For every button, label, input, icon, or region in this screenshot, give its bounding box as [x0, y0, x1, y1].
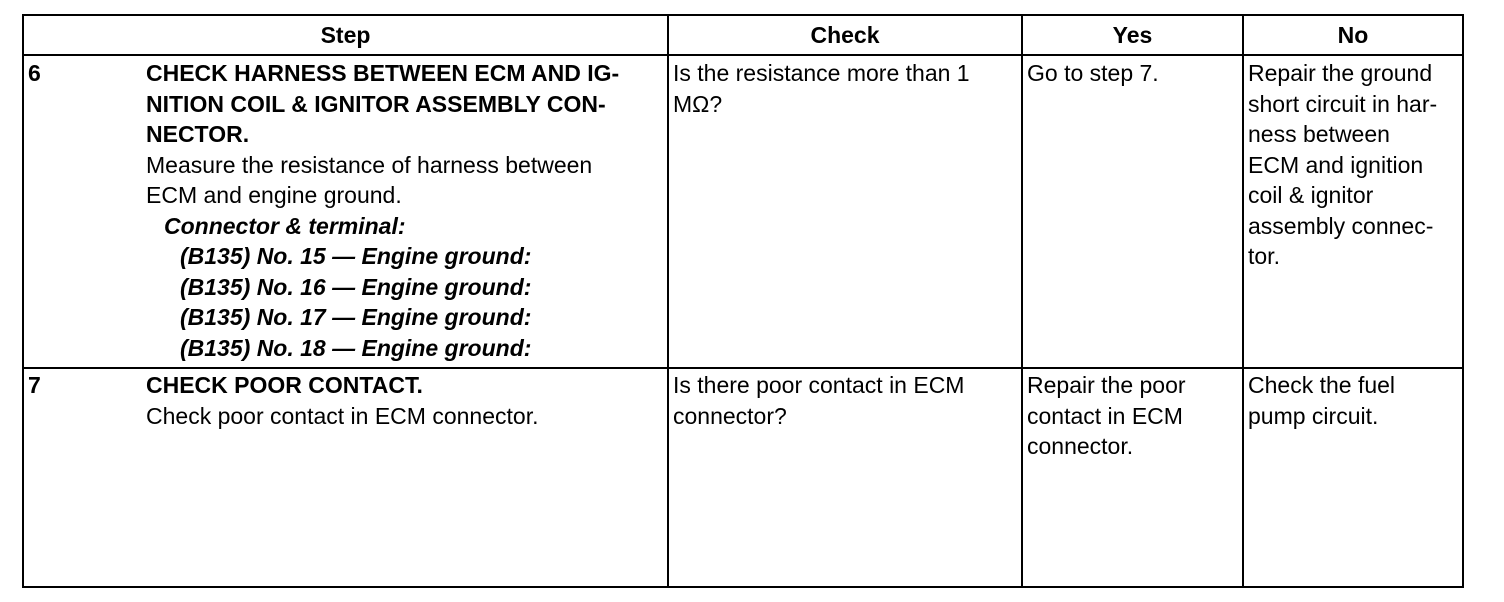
check-cell: [673, 58, 1018, 119]
diagnostic-table: [22, 14, 1464, 588]
header-check: Check: [810, 22, 880, 48]
check-cell: [673, 370, 1018, 431]
step-description: [146, 58, 666, 363]
no-cell: [1248, 370, 1460, 431]
step-body-line: ECM and engine ground.: [146, 182, 402, 208]
no-cell: [1248, 58, 1460, 272]
yes-cell: [1027, 370, 1239, 462]
yes-cell: [1027, 58, 1239, 89]
connector-item: (B135) No. 16 — Engine ground:: [180, 273, 532, 300]
yes-line: contact in ECM: [1027, 402, 1183, 429]
row-divider: [24, 367, 1462, 369]
no-line: ness between: [1248, 121, 1390, 147]
step-title-line: CHECK HARNESS BETWEEN ECM AND IG-: [146, 60, 620, 86]
step-body-line: Measure the resistance of harness between: [146, 151, 593, 178]
yes-line: connector.: [1027, 433, 1134, 459]
no-line: ECM and ignition: [1248, 151, 1424, 178]
no-line: Repair the ground: [1248, 60, 1433, 86]
step-title-line: CHECK POOR CONTACT.: [146, 372, 423, 398]
connector-item: (B135) No. 15 — Engine ground:: [180, 243, 532, 269]
header-step: Step: [320, 22, 371, 48]
column-divider: [1021, 16, 1023, 586]
connector-item: (B135) No. 17 — Engine ground:: [180, 304, 532, 330]
step-title-line: NECTOR.: [146, 121, 250, 147]
check-line: connector?: [673, 402, 787, 429]
check-line: Is there poor contact in ECM: [673, 372, 965, 398]
check-line: Is the resistance more than 1: [673, 60, 970, 86]
header-no: No: [1337, 22, 1369, 48]
connector-heading: Connector & terminal:: [164, 212, 406, 239]
column-divider: [1242, 16, 1244, 586]
row-divider: [24, 54, 1462, 56]
step-body-line: Check poor contact in ECM connector.: [146, 402, 539, 429]
header-yes: Yes: [1112, 22, 1153, 48]
connector-item: (B135) No. 18 — Engine ground:: [180, 334, 532, 361]
yes-line: Repair the poor: [1027, 372, 1186, 398]
yes-line: Go to step 7.: [1027, 60, 1159, 86]
no-line: Check the fuel: [1248, 372, 1396, 398]
check-line: MΩ?: [673, 90, 723, 117]
step-description: [146, 370, 666, 431]
no-line: coil & ignitor: [1248, 182, 1374, 208]
no-line: tor.: [1248, 243, 1280, 269]
column-divider: [667, 16, 669, 586]
step-title-line: NITION COIL & IGNITOR ASSEMBLY CON-: [146, 90, 606, 117]
no-line: assembly connec-: [1248, 212, 1434, 239]
step-number: 7: [28, 372, 41, 398]
no-line: short circuit in har-: [1248, 90, 1438, 117]
step-number: 6: [28, 60, 41, 86]
no-line: pump circuit.: [1248, 402, 1379, 429]
